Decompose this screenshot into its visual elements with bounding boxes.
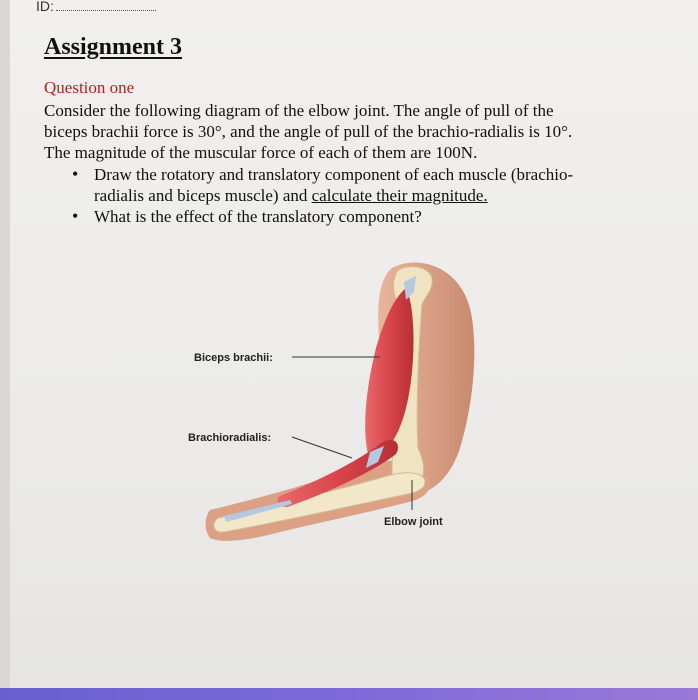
question-line-1: Consider the following diagram of the elbow joint. The angle of pull of the [44,101,554,120]
id-label: ID: [36,0,54,14]
bullet-1-line-2 [94,185,632,206]
biceps-label: Biceps brachii: [194,352,273,364]
question-bullets [72,164,632,227]
question-line-3: The magnitude of the muscular force of each of them are 100N. [44,143,478,162]
bullet-2-line-1: • What is the effect of the translatory component? [94,207,422,226]
question-line-2: biceps brachii force is 30°, and the angle of pull of the brachio-radialis is 10°. [44,122,573,141]
bullet-1-underlined-text: calculate their magnitude. [311,186,488,205]
elbow-joint-label: Elbow joint [384,516,443,528]
assignment-title: Assignment 3 [44,34,183,60]
bullet-item [72,164,632,206]
id-field [36,0,156,14]
question-paragraph [44,100,644,163]
bullet-1-line-1: • Draw the rotatory and translatory component of each muscle (brachio- [94,165,574,184]
brachioradialis-label: Brachioradialis: [188,432,272,444]
brachioradialis-leader-line [292,437,352,458]
document-page [10,0,698,688]
bottom-bar [0,688,698,700]
question-heading: Question one [44,78,135,97]
bullet-1-text: radialis and biceps muscle) and [94,186,312,205]
id-blank [56,1,156,11]
bullet-item [72,206,632,227]
elbow-diagram [180,248,500,558]
